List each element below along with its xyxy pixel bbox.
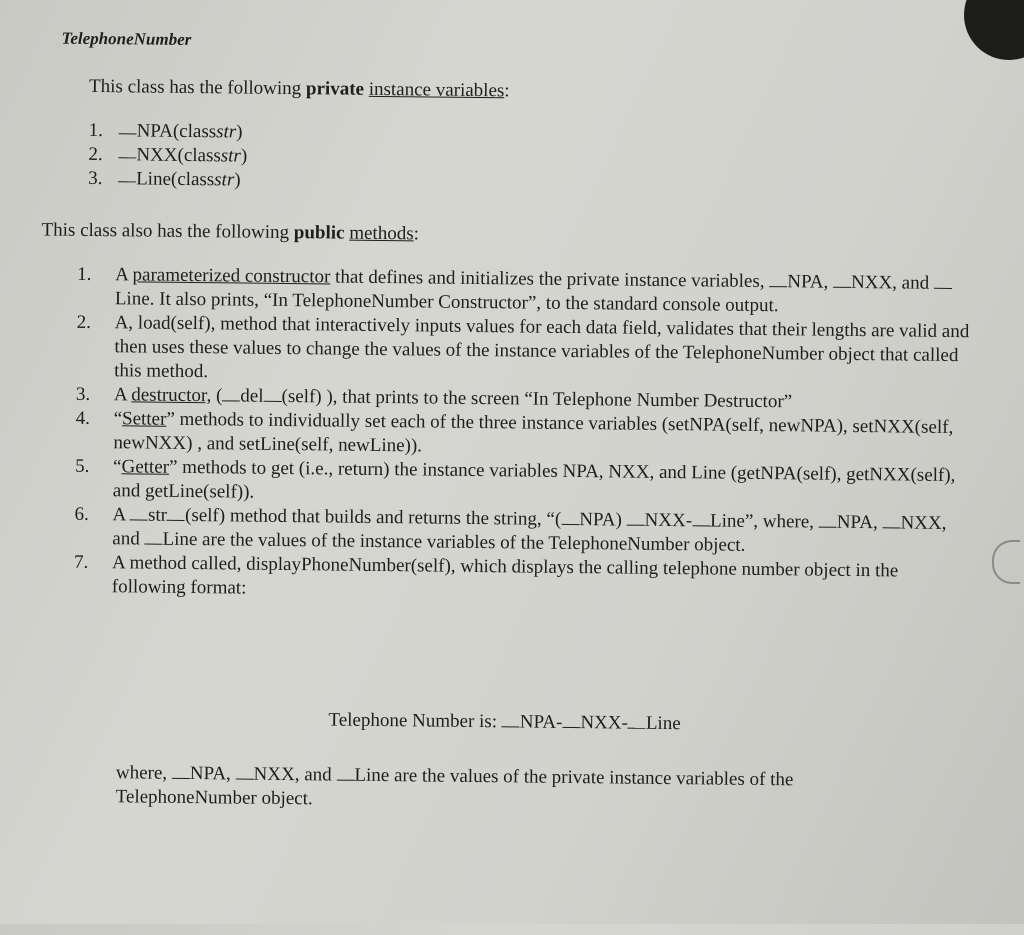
variable-item xyxy=(88,143,247,169)
setter-term: Setter xyxy=(121,408,167,430)
text: “ xyxy=(113,408,123,430)
type-suffix: ) xyxy=(240,145,248,167)
variable-item xyxy=(89,119,248,145)
variable-type: str xyxy=(216,121,237,143)
text: NXX- xyxy=(644,509,693,532)
text: NPA, xyxy=(189,763,236,785)
text: NPA- xyxy=(519,711,563,733)
text: Line xyxy=(645,712,681,735)
text: A method called, displayPhoneNumber(self), which displays the calling telephone number object in the following format: xyxy=(111,552,899,599)
text: NXX, and xyxy=(112,512,947,550)
method-item-display xyxy=(74,551,974,608)
variable-type: str xyxy=(220,145,242,167)
text: del xyxy=(240,385,264,407)
item-number: 3. xyxy=(88,167,103,190)
text: A xyxy=(113,384,132,406)
text: NXX, and xyxy=(253,763,337,786)
variable-name: Line xyxy=(136,168,172,190)
text: NPA) xyxy=(579,509,627,531)
text: that defines and initializes the private instance variables, xyxy=(330,266,770,293)
public-keyword: public xyxy=(293,222,345,244)
instance-variables-term: instance variables xyxy=(368,78,505,102)
phone-number-format xyxy=(328,709,680,735)
type-prefix: (class xyxy=(170,168,215,191)
text: (self) method that builds and returns the string, “( xyxy=(184,504,562,530)
private-variables-intro xyxy=(89,75,510,103)
private-variables-list xyxy=(88,119,248,193)
item-number: 1. xyxy=(77,263,92,285)
type-prefix: (class xyxy=(177,144,221,167)
text: A, load(self), method that interactively inputs values for each data field, validates that their lengths are valid and then uses these values to change the values of the instance variables of the TelephoneNumber object that called this method. xyxy=(114,312,970,383)
text: A xyxy=(112,504,131,526)
item-number: 2. xyxy=(76,311,91,333)
text: A xyxy=(115,264,133,286)
method-item-load xyxy=(76,311,977,392)
item-number: 5. xyxy=(75,455,90,477)
type-prefix: (class xyxy=(172,120,217,143)
constructor-term: parameterized constructor xyxy=(132,264,331,288)
text: Line. It also prints, “In TelephoneNumber Constructor”, to the standard console output. xyxy=(114,288,779,317)
type-suffix: ) xyxy=(236,121,243,143)
text: Telephone Number is: xyxy=(328,709,502,733)
methods-list xyxy=(74,263,977,608)
variable-name: NXX xyxy=(136,144,178,166)
text: NXX, and xyxy=(850,271,935,294)
item-number: 4. xyxy=(75,407,90,429)
text: NXX- xyxy=(580,712,628,734)
intro-colon: : xyxy=(504,80,510,102)
text: ” methods to get (i.e., return) the instance variables NPA, NXX, and Line (getNPA(self), getNXX(self), and getLine(self)). xyxy=(112,456,956,503)
where-clause xyxy=(116,761,936,818)
item-number: 1. xyxy=(88,119,103,142)
text: ” methods to individually set each of the three instance variables (setNPA(self, newNPA), setNXX(self, newNXX) , and setLine(self, newLine)). xyxy=(113,408,954,457)
methods-term: methods xyxy=(349,222,414,245)
item-number: 6. xyxy=(74,503,89,525)
text: str xyxy=(147,504,168,526)
text: Line”, where, xyxy=(709,510,819,533)
variable-item xyxy=(88,167,247,193)
item-number: 7. xyxy=(74,551,89,573)
variable-type: str xyxy=(214,169,235,191)
item-number: 2. xyxy=(88,143,103,166)
text: where, xyxy=(115,762,172,784)
destructor-term: destructor, xyxy=(131,384,212,407)
private-keyword: private xyxy=(305,78,365,100)
text: Line are the values of the instance variables of the TelephoneNumber object. xyxy=(162,528,746,556)
text: NPA, xyxy=(787,271,834,293)
text: Line are the values of the private instance variables of the TelephoneNumber object. xyxy=(115,764,794,810)
type-suffix: ) xyxy=(234,169,241,191)
public-methods-intro xyxy=(41,218,419,246)
text: “ xyxy=(113,456,122,478)
getter-term: Getter xyxy=(121,456,170,478)
intro-text: This class has the following xyxy=(88,75,307,100)
item-number: 3. xyxy=(75,383,91,405)
text: NPA, xyxy=(836,511,883,534)
hole-punch-mark xyxy=(992,540,1020,584)
variable-name: NPA xyxy=(136,120,174,142)
text: ( xyxy=(211,385,223,407)
intro-text: This class also has the following xyxy=(41,219,294,244)
text: (self) ), that prints to the screen “In Telephone Number Destructor” xyxy=(281,385,793,413)
class-title: TelephoneNumber xyxy=(61,28,192,50)
intro-colon: : xyxy=(413,223,420,245)
